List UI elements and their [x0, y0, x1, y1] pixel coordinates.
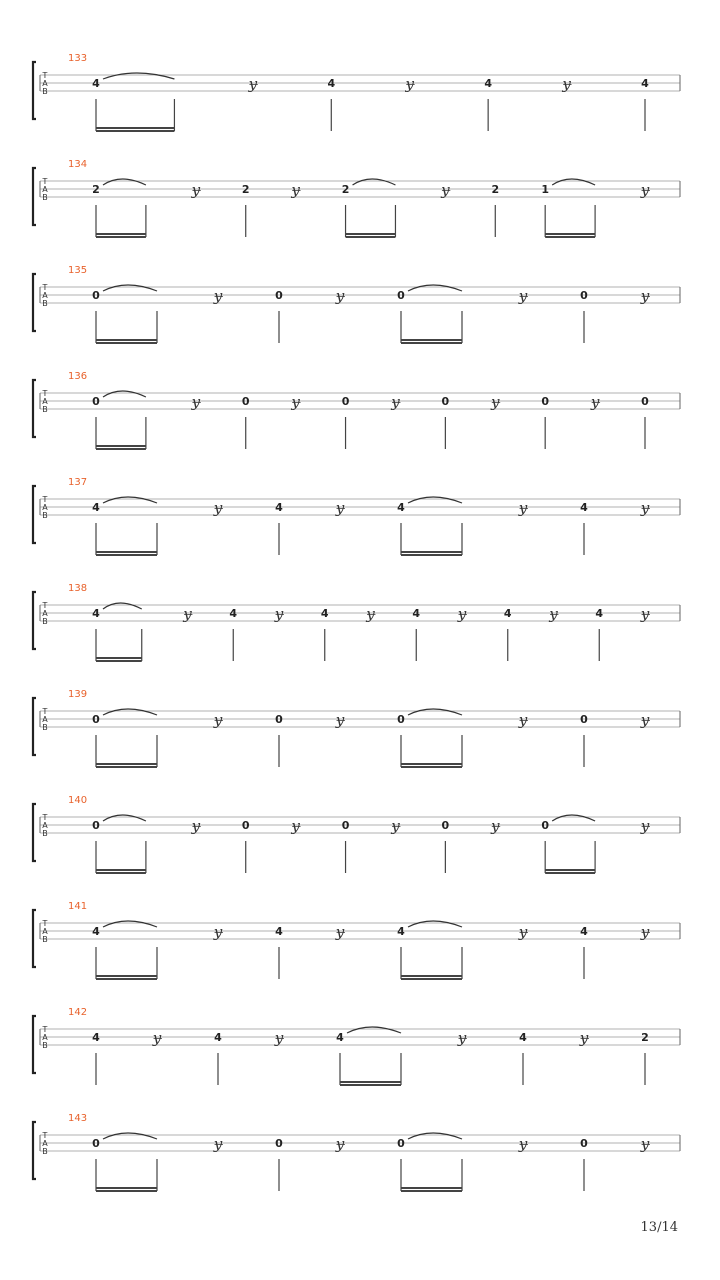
rest-symbol: ɏ	[640, 1135, 650, 1153]
tab-system	[33, 159, 680, 237]
rest-symbol: ɏ	[640, 817, 650, 835]
tab-system	[33, 477, 680, 555]
fret-number: 4	[327, 77, 336, 90]
tab-letter: T	[42, 389, 48, 398]
rest-symbol: ɏ	[640, 711, 650, 729]
tab-letter: B	[42, 405, 48, 414]
system-bracket	[33, 168, 36, 225]
tab-letter: B	[42, 1041, 48, 1050]
tab-system	[33, 1007, 680, 1085]
rest-symbol: ɏ	[518, 923, 528, 941]
rest-symbol: ɏ	[335, 287, 345, 305]
fret-number: 4	[580, 501, 588, 514]
tie-arc	[103, 1133, 157, 1139]
tie-arc	[408, 709, 462, 715]
fret-number: 0	[92, 1137, 100, 1150]
rest-symbol: ɏ	[191, 393, 201, 411]
fret-number: 0	[275, 289, 283, 302]
tab-letter: T	[42, 1025, 48, 1034]
tab-system	[33, 689, 680, 767]
tab-letter: B	[42, 935, 48, 944]
tie-arc	[552, 815, 595, 821]
rest-symbol: ɏ	[152, 1029, 162, 1047]
tie-arc	[103, 179, 146, 185]
tab-letter: B	[42, 1147, 48, 1156]
tab-letter: T	[42, 813, 48, 822]
rest-symbol: ɏ	[291, 817, 300, 835]
rest-symbol: ɏ	[335, 499, 345, 517]
system-bracket	[33, 486, 36, 543]
fret-number: 4	[412, 607, 421, 620]
rest-symbol: ɏ	[518, 287, 528, 305]
rest-symbol: ɏ	[274, 605, 284, 623]
tab-letter: T	[42, 177, 48, 186]
fret-number: 4	[275, 501, 283, 514]
rest-symbol: ɏ	[405, 75, 414, 93]
rest-symbol: ɏ	[549, 605, 558, 623]
fret-number: 0	[241, 819, 250, 832]
rest-symbol: ɏ	[248, 75, 258, 93]
system-bracket	[33, 62, 36, 119]
tab-letter: B	[42, 87, 48, 96]
tie-arc	[103, 497, 157, 503]
fret-number: 0	[92, 395, 100, 408]
rest-symbol: ɏ	[640, 605, 650, 623]
tab-letter: A	[42, 397, 48, 406]
tab-letter: T	[42, 707, 48, 716]
fret-number: 4	[519, 1031, 527, 1044]
fret-number: 4	[92, 501, 100, 514]
measure-number: 137	[68, 477, 88, 488]
fret-number: 0	[341, 395, 350, 408]
measure-number: 139	[68, 689, 88, 700]
tie-arc	[103, 709, 157, 715]
tab-letter: A	[42, 503, 48, 512]
rest-symbol: ɏ	[213, 287, 223, 305]
rest-symbol: ɏ	[491, 393, 500, 411]
fret-number: 0	[341, 819, 350, 832]
tab-system	[33, 265, 680, 343]
rest-symbol: ɏ	[335, 923, 345, 941]
rest-symbol: ɏ	[562, 75, 571, 93]
fret-number: 0	[92, 819, 100, 832]
system-bracket	[33, 698, 36, 755]
rest-symbol: ɏ	[191, 181, 201, 199]
fret-number: 2	[341, 183, 350, 196]
tab-letter: A	[42, 821, 48, 830]
tie-arc	[408, 285, 462, 291]
tab-letter: T	[42, 919, 48, 928]
rest-symbol: ɏ	[640, 287, 650, 305]
rest-symbol: ɏ	[213, 923, 223, 941]
fret-number: 0	[541, 395, 550, 408]
rest-symbol: ɏ	[640, 499, 650, 517]
fret-number: 4	[92, 607, 100, 620]
fret-number: 2	[92, 183, 100, 196]
tie-arc	[103, 391, 146, 397]
fret-number: 4	[336, 1031, 344, 1044]
tab-letter: B	[42, 829, 48, 838]
page-number: 13/14	[640, 1220, 678, 1235]
rest-symbol: ɏ	[291, 181, 300, 199]
tie-arc	[103, 285, 157, 291]
tie-arc	[408, 497, 462, 503]
tab-letter: T	[42, 71, 48, 80]
measure-number: 141	[68, 901, 88, 912]
fret-number: 0	[397, 713, 405, 726]
tie-arc	[103, 815, 146, 821]
rest-symbol: ɏ	[518, 499, 528, 517]
measure-number: 140	[68, 795, 88, 806]
tab-system	[33, 901, 680, 979]
fret-number: 0	[580, 713, 588, 726]
tab-letter: B	[42, 723, 48, 732]
rest-symbol: ɏ	[213, 499, 223, 517]
fret-number: 4	[214, 1031, 222, 1044]
fret-number: 0	[441, 819, 450, 832]
rest-symbol: ɏ	[335, 711, 345, 729]
rest-symbol: ɏ	[291, 393, 300, 411]
fret-number: 4	[484, 77, 492, 90]
tab-letter: T	[42, 495, 48, 504]
rest-symbol: ɏ	[590, 393, 600, 411]
rest-symbol: ɏ	[640, 181, 650, 199]
fret-number: 1	[541, 183, 550, 196]
tie-arc	[103, 603, 142, 609]
rest-symbol: ɏ	[366, 605, 375, 623]
system-bracket	[33, 592, 36, 649]
rest-symbol: ɏ	[491, 817, 500, 835]
fret-number: 2	[491, 183, 500, 196]
measure-number: 136	[68, 371, 88, 382]
rest-symbol: ɏ	[518, 711, 528, 729]
rest-symbol: ɏ	[213, 1135, 223, 1153]
fret-number: 0	[441, 395, 450, 408]
fret-number: 4	[397, 925, 405, 938]
fret-number: 2	[641, 1031, 649, 1044]
fret-number: 0	[641, 395, 649, 408]
tie-arc	[347, 1027, 401, 1033]
rest-symbol: ɏ	[191, 817, 201, 835]
fret-number: 0	[92, 289, 100, 302]
measure-number: 134	[68, 159, 88, 170]
fret-number: 4	[580, 925, 588, 938]
measure-number: 138	[68, 583, 88, 594]
measure-number: 135	[68, 265, 88, 276]
fret-number: 4	[641, 77, 649, 90]
fret-number: 2	[241, 183, 250, 196]
system-bracket	[33, 1122, 36, 1179]
system-bracket	[33, 910, 36, 967]
tab-system	[33, 795, 680, 873]
tie-arc	[552, 179, 595, 185]
fret-number: 0	[580, 1137, 588, 1150]
tab-system	[33, 371, 680, 449]
tie-arc	[408, 1133, 462, 1139]
tab-system	[33, 1113, 680, 1191]
tab-letter: A	[42, 1033, 48, 1042]
tab-letter: B	[42, 299, 48, 308]
measure-number: 143	[68, 1113, 88, 1124]
fret-number: 4	[275, 925, 283, 938]
rest-symbol: ɏ	[457, 605, 467, 623]
tab-letter: A	[42, 185, 48, 194]
tab-letter: B	[42, 193, 48, 202]
measure-number: 133	[68, 53, 88, 64]
system-bracket	[33, 1016, 36, 1073]
rest-symbol: ɏ	[274, 1029, 284, 1047]
system-bracket	[33, 380, 36, 437]
tie-arc	[103, 73, 174, 79]
fret-number: 4	[503, 607, 512, 620]
fret-number: 4	[92, 1031, 100, 1044]
rest-symbol: ɏ	[335, 1135, 345, 1153]
tab-letter: B	[42, 511, 48, 520]
tab-letter: A	[42, 609, 48, 618]
tab-letter: T	[42, 601, 48, 610]
rest-symbol: ɏ	[457, 1029, 467, 1047]
tab-letter: A	[42, 927, 48, 936]
fret-number: 4	[595, 607, 604, 620]
tab-letter: A	[42, 291, 48, 300]
tab-system	[33, 583, 680, 661]
tie-arc	[353, 179, 396, 185]
fret-number: 0	[397, 1137, 405, 1150]
fret-number: 0	[541, 819, 550, 832]
tab-letter: B	[42, 617, 48, 626]
rest-symbol: ɏ	[391, 393, 400, 411]
tie-arc	[408, 921, 462, 927]
fret-number: 0	[397, 289, 405, 302]
fret-number: 0	[275, 1137, 283, 1150]
tab-system	[33, 53, 680, 131]
tie-arc	[103, 921, 157, 927]
fret-number: 4	[229, 607, 238, 620]
tab-letter: A	[42, 1139, 48, 1148]
system-bracket	[33, 804, 36, 861]
fret-number: 0	[275, 713, 283, 726]
rest-symbol: ɏ	[183, 605, 192, 623]
rest-symbol: ɏ	[391, 817, 400, 835]
tab-letter: A	[42, 715, 48, 724]
fret-number: 0	[241, 395, 250, 408]
measure-number: 142	[68, 1007, 88, 1018]
rest-symbol: ɏ	[579, 1029, 589, 1047]
tab-letter: T	[42, 283, 48, 292]
fret-number: 4	[92, 77, 100, 90]
rest-symbol: ɏ	[518, 1135, 528, 1153]
tab-letter: T	[42, 1131, 48, 1140]
fret-number: 4	[92, 925, 100, 938]
tab-letter: A	[42, 79, 48, 88]
fret-number: 0	[580, 289, 588, 302]
fret-number: 4	[320, 607, 329, 620]
rest-symbol: ɏ	[441, 181, 450, 199]
fret-number: 0	[92, 713, 100, 726]
rest-symbol: ɏ	[640, 923, 650, 941]
rest-symbol: ɏ	[213, 711, 223, 729]
fret-number: 4	[397, 501, 405, 514]
system-bracket	[33, 274, 36, 331]
